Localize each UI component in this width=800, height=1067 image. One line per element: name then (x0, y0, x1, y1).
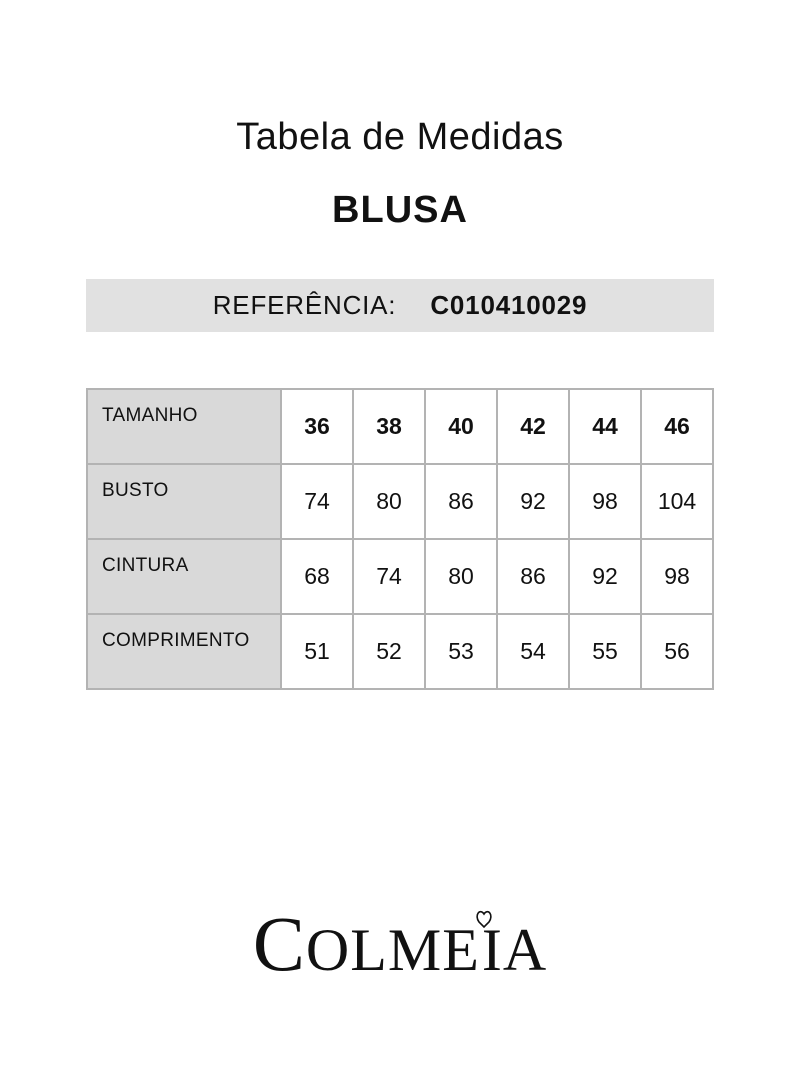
table-cell: 86 (425, 464, 497, 539)
svg-text:COLMEIA: COLMEIA (252, 900, 548, 986)
size-header-cell: 46 (641, 389, 713, 464)
table-cell: 51 (281, 614, 353, 689)
table-cell: 92 (569, 539, 641, 614)
reference-label: REFERÊNCIA: (212, 290, 397, 320)
size-header-row (87, 389, 713, 464)
table-cell: 52 (353, 614, 425, 689)
size-header-cell: 44 (569, 389, 641, 464)
table-cell: 53 (425, 614, 497, 689)
measurement-label: CINTURA (87, 539, 281, 614)
table-cell: 98 (569, 464, 641, 539)
measurement-label: COMPRIMENTO (87, 614, 281, 689)
brand-logo (0, 896, 800, 986)
table-row (87, 464, 713, 539)
reference-code: C010410029 (430, 290, 588, 320)
table-cell: 68 (281, 539, 353, 614)
table-cell: 80 (353, 464, 425, 539)
size-header-cell: 36 (281, 389, 353, 464)
table-cell: 80 (425, 539, 497, 614)
product-type: BLUSA (332, 189, 468, 231)
table-cell: 55 (569, 614, 641, 689)
size-header-cell: 42 (497, 389, 569, 464)
table-cell: 54 (497, 614, 569, 689)
measurement-label: BUSTO (87, 464, 281, 539)
table-cell: 92 (497, 464, 569, 539)
size-row-label: TAMANHO (87, 389, 281, 464)
reference-bar (86, 279, 714, 332)
size-header-cell: 40 (425, 389, 497, 464)
measurements-table (86, 388, 714, 690)
size-header-cell: 38 (353, 389, 425, 464)
table-cell: 74 (281, 464, 353, 539)
table-cell: 74 (353, 539, 425, 614)
table-cell: 98 (641, 539, 713, 614)
page-title: Tabela de Medidas (236, 116, 564, 158)
table-cell: 86 (497, 539, 569, 614)
table-row (87, 539, 713, 614)
table-row (87, 614, 713, 689)
table-cell: 104 (641, 464, 713, 539)
table-cell: 56 (641, 614, 713, 689)
